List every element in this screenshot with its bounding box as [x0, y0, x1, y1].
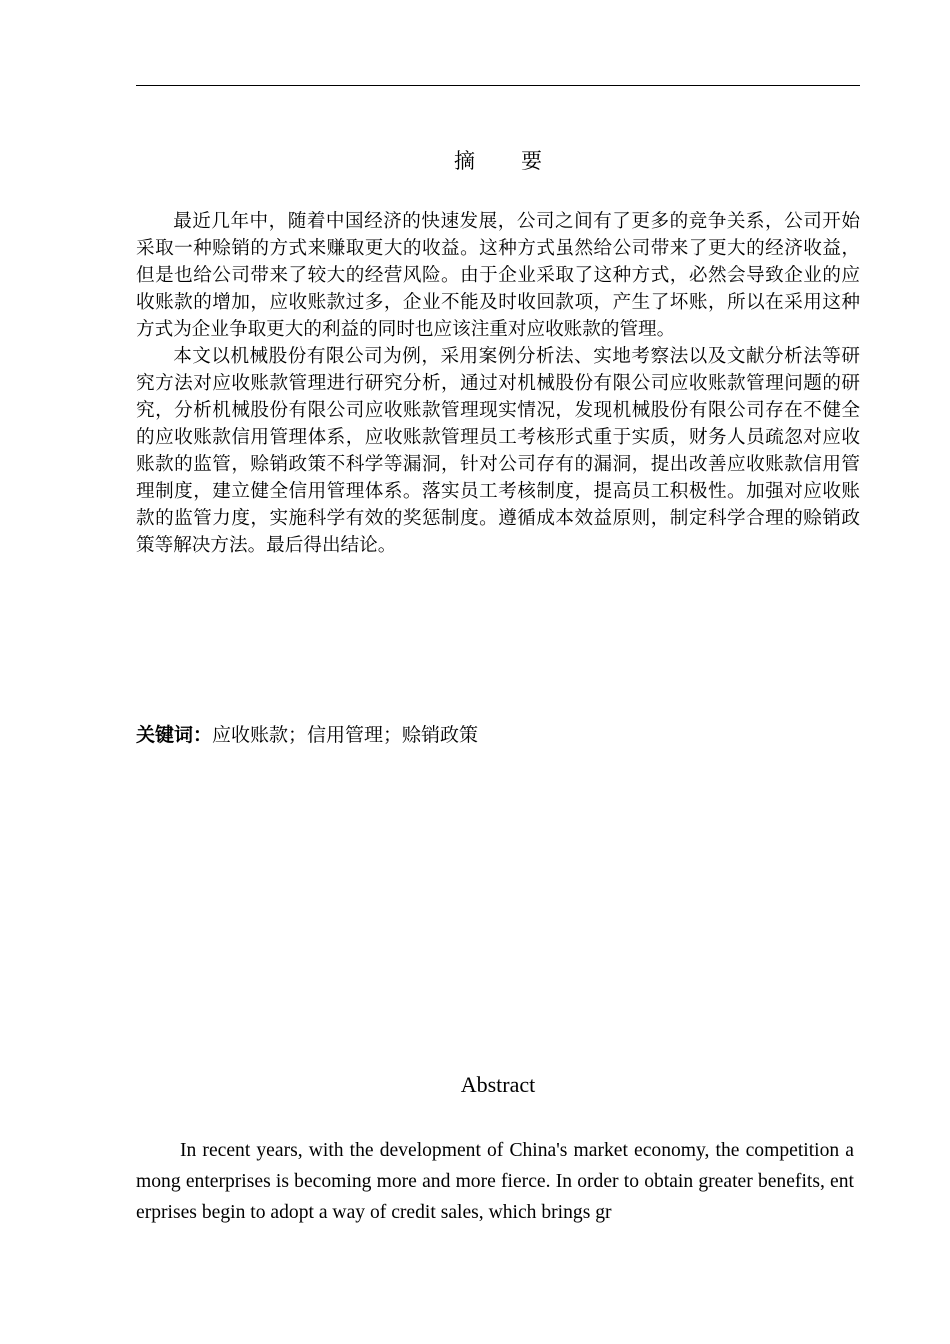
keywords-label: 关键词： — [136, 724, 213, 746]
abstract-cn-title: 摘要 — [454, 149, 588, 173]
abstract-en-body — [136, 1135, 854, 1228]
keywords-text: 应收账款；信用管理；赊销政策 — [212, 724, 479, 746]
abstract-en-title: Abstract — [460, 1072, 536, 1097]
abstract-cn-paragraph-1: 最近几年中，随着中国经济的快速发展，公司之间有了更多的竞争关系，公司开始采取一种赊销的方式来赚取更大的收益。这种方式虽然给公司带来了更大的经济收益，但是也给公司带来了较大的经营风险。由于企业采取了这种方式，必然会导致企业的应收账款的增加，应收账款过多，企业不能及时收回款项，产生了坏账，所以在采用这种方式为企业争取更大的利益的同时也应该注重对应收账款的管理。 — [136, 211, 860, 340]
header-rule — [136, 85, 860, 86]
abstract-cn-body — [136, 208, 860, 559]
keywords-line — [136, 721, 860, 749]
abstract-en-paragraph-1: In recent years, with the development of China's market economy, the competition among enterprises is becoming more and more fierce. In order to obtain greater benefits, enterprises begin to adopt a way of credit sales, which brings gr — [136, 1140, 854, 1223]
abstract-cn-paragraph-2: 本文以机械股份有限公司为例，采用案例分析法、实地考察法以及文献分析法等研究方法对应收账款管理进行研究分析，通过对机械股份有限公司应收账款管理问题的研究，分析机械股份有限公司应收账款管理现实情况，发现机械股份有限公司存在不健全的应收账款信用管理体系，应收账款管理员工考核形式重于实质，财务人员疏忽对应收账款的监管，赊销政策不科学等漏洞，针对公司存有的漏洞，提出改善应收账款信用管理制度，建立健全信用管理体系。落实员工考核制度，提高员工积极性。加强对应收账款的监管力度，实施科学有效的奖惩制度。遵循成本效益原则，制定科学合理的赊销政策等解决方法。最后得出结论。 — [136, 346, 860, 556]
